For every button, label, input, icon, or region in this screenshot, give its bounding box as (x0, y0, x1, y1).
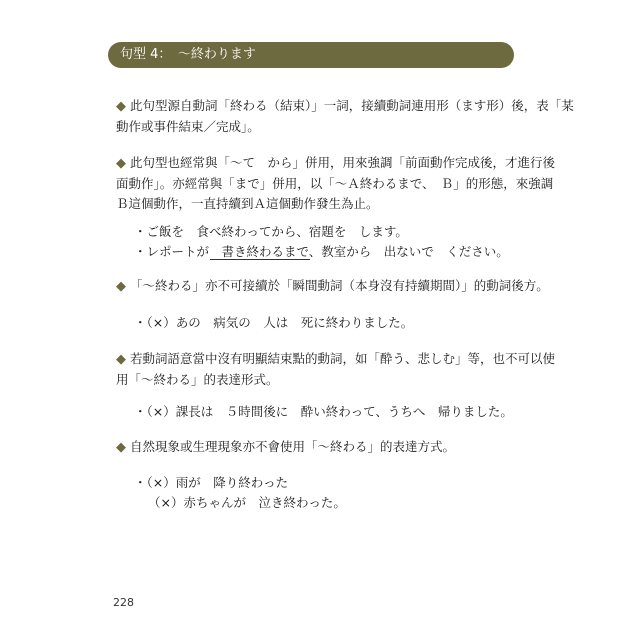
paragraph-line: 動作或事件結束／完成」。 (116, 119, 260, 134)
paragraph-4 (116, 349, 556, 390)
paragraph-line: 用「～終わる」的表達形式。 (116, 372, 279, 387)
section-header (108, 42, 514, 68)
example-sentence: ・（×）あの 病気の 人は 死に終わりました。 (134, 315, 414, 330)
example-sentence: ・ご飯を 食べ終わってから、宿題を します。 (134, 224, 408, 239)
paragraph-line: 面動作」。亦經常與「まで」併用，以「～Ａ終わるまで、 Ｂ」的形態，來強調 (116, 176, 554, 191)
paragraph-line: Ｂ這個動作，一直持續到Ａ這個動作發生為止。 (116, 196, 379, 211)
example-sentence: ・レポートが 書き終わるまで、教室から 出ないで ください。 (134, 244, 509, 259)
section-title: 句型 4： ～終わります (120, 47, 256, 62)
underline-mark (210, 259, 310, 260)
example-sentence: （×）赤ちゃんが 泣き終わった。 (148, 495, 346, 510)
paragraph-line: 自然現象或生理現象亦不會使用「～終わる」的表達方式。 (130, 439, 456, 454)
diamond-bullet-icon: ◆ (116, 440, 126, 455)
paragraph-line: 若動詞語意當中沒有明顯結束點的動詞，如「酔う、悲しむ」等，也不可以使 (130, 351, 556, 366)
paragraph-line: 此句型也經常與「～て から」併用，用來強調「前面動作完成後，才進行後 (130, 155, 556, 170)
example-sentence: ・（×）課長は ５時間後に 酔い終わって、うちへ 帰りました。 (134, 404, 513, 419)
paragraph-5 (116, 437, 520, 458)
diamond-bullet-icon: ◆ (116, 156, 126, 171)
paragraph-1 (116, 96, 574, 137)
paragraph-2 (116, 153, 556, 214)
paragraph-line: 「～終わる」亦不可接續於「瞬間動詞（本身沒有持續期間）」的動詞後方。 (130, 278, 549, 293)
example-sentence: ・（×）雨が 降り終わった (134, 475, 289, 490)
paragraph-3 (116, 276, 549, 297)
diamond-bullet-icon: ◆ (116, 279, 126, 294)
diamond-bullet-icon: ◆ (116, 99, 126, 114)
diamond-bullet-icon: ◆ (116, 352, 126, 367)
paragraph-line: 此句型源自動詞「終わる（結束）」一詞，接續動詞連用形（ます形）後，表「某 (130, 98, 574, 113)
page-number: 228 (113, 596, 134, 609)
